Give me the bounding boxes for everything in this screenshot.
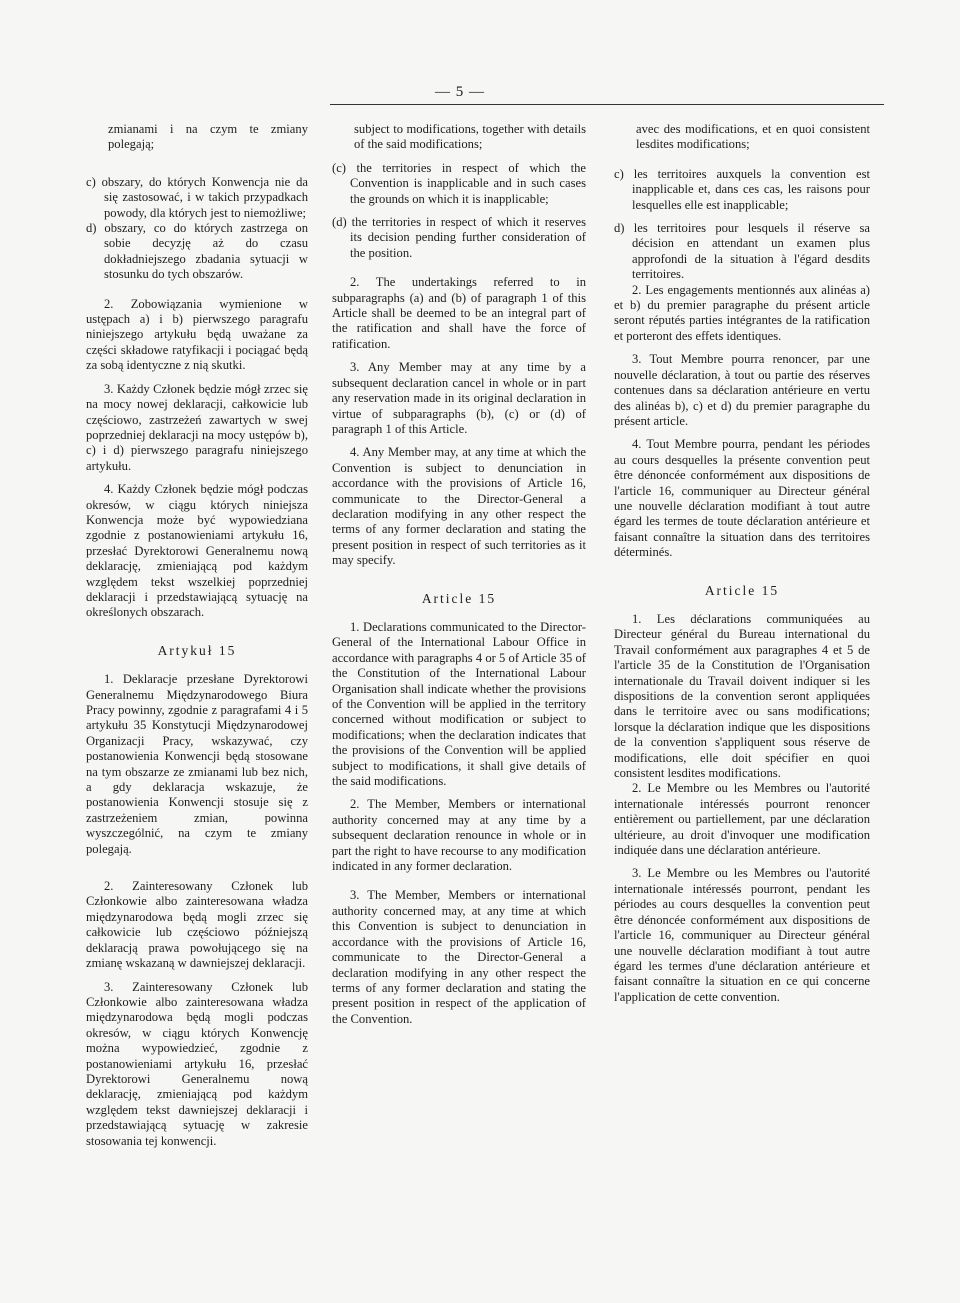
page-number: — 5 — xyxy=(435,84,485,100)
french-article-15-paragraph-2: 2. Le Membre ou les Membres ou l'autorité internationale intéressés pourront renoncer entièrement ou partiellement, par une déclaration ultérieure, au droit d'invoquer une modification indiquée dans une déclaration antérieure. xyxy=(614,781,870,858)
polish-item-c: c) obszary, do których Konwencja nie da się zastosować, i w takich przypadkach powody, dla których jest to niemożliwe; xyxy=(86,174,308,220)
polish-paragraph-3: 3. Każdy Członek będzie mógł zrzec się na mocy nowej deklaracji, całkowicie lub częściowo, zastrzeżeń zawartych w swej poprzedniej deklaracji na mocy ustępów b), c) i d) pierwszego paragrafu niniejszego artykułu. xyxy=(86,381,308,473)
polish-article-heading: Artykuł 15 xyxy=(157,642,237,658)
english-item-d: (d) the territories in respect of which it reserves its decision pending further consideration of the position. xyxy=(332,215,586,260)
english-article-15-paragraph-3: 3. The Member, Members or international authority concerned may, at any time at which this Convention is subject to denunciation in accordance with the provisions of Article 16, communicate to the Director-General a declaration modifying in any other respect the terms of any former declaration and stating the present position in respect of the application of the Convention. xyxy=(332,888,586,1026)
polish-paragraph-2: 2. Zobowiązania wymienione w ustępach a) i b) pierwszego paragrafu niniejszego artykułu będą uważane za części składowe ratyfikacji i pociągać będą za sobą identyczne z nią skutki. xyxy=(86,296,308,373)
english-article-15-paragraph-1: 1. Declarations communicated to the Director-General of the International Labour Office in accordance with paragraphs 4 or 5 of Article 35 of the Constitution of the International Labour Organisation shall indicate whether the provisions of the Convention will be applied in the territory concerned without modification or subject to modifications; when the declaration indicates that the provisions of the Convention will be applied subject to modifications, it shall give details of the said modifications. xyxy=(332,619,586,789)
french-paragraph-2: 2. Les engagements mentionnés aux alinéas a) et b) du premier paragraphe du présent article seront réputés parties intégrantes de la ratification et porteront des effets identiques. xyxy=(614,282,870,343)
french-article-heading: Article 15 xyxy=(704,582,780,598)
polish-article-15-paragraph-2: 2. Zainteresowany Członek lub Członkowie albo zainteresowana władza międzynarodowa będą mogli zrzec się całkowicie lub częściowo późniejszą deklaracją prawa powołującego się na zmianę wskazaną w dawniejszej deklaracji. xyxy=(86,879,308,971)
french-article-15-paragraph-1: 1. Les déclarations communiquées au Directeur général du Bureau international du Travail conformément aux paragraphes 4 et 5 de l'article 35 de la Constitution de l'Organisation internationale du Travail doivent indiquer si les dispositions de la convention seront appliquées dans le territoire avec ou sans modifications; lorsque la déclaration indique que les dispositions de la convention s'appliquent sous réserve de modifications, elle doit spécifier en quoi consistent lesdites modifications. xyxy=(614,611,870,781)
english-article-15-paragraph-2: 2. The Member, Members or international authority concerned may at any time by a subsequent declaration renounce in whole or in part the right to have recourse to any modification indicated in any former declaration. xyxy=(332,797,586,874)
polish-article-15-paragraph-1: 1. Deklaracje przesłane Dyrektorowi Generalnemu Międzynarodowego Biura Pracy powinny, zgodnie z paragrafami 4 i 5 artykułu 35 Konstytucji Międzynarodowej Organizacji Pracy, wskazywać, czy postanowienia Konwencji będą stosowane na tym obszarze ze zmianami lub bez nich, a gdy deklaracja wskazuje, że postanowienia Konwencji stosuje się z zastrzeżeniem zmian, powinna wyszczególnić, na czym te zmiany polegają. xyxy=(86,672,308,856)
french-paragraph-3: 3. Tout Membre pourra renoncer, par une nouvelle déclaration, à tout ou partie des réserves contenues dans sa déclaration antérieure en vertu des alinéas b), c) et d) du premier paragraphe du présent article. xyxy=(614,352,870,428)
header-rule xyxy=(330,104,884,105)
polish-continuation: zmianami i na czym te zmiany polegają; xyxy=(108,122,308,152)
french-paragraph-4: 4. Tout Membre pourra, pendant les périodes au cours desquelles la présente convention peut être dénoncée conformément aux dispositions de l'article 16, communiquer au Directeur général une nouvelle déclaration modifiant à tout autre égard les termes de toute déclaration antérieure et faisant connaître la situation dans des territoires déterminés. xyxy=(614,437,870,560)
french-column xyxy=(614,122,870,1005)
polish-item-d: d) obszary, co do których zastrzega on sobie decyzję aż do czasu dokładniejszego zbadania sytuacji w stosunku do tych obszarów. xyxy=(86,221,308,282)
polish-paragraph-4: 4. Każdy Członek będzie mógł podczas okresów, w ciągu których niniejsza Konwencja może być wypowiedziana zgodnie z postanowieniami artykułu 16, przesłać Dyrektorowi Generalnemu nową deklarację, zmieniającą pod każdym względem tekst wszelkiej poprzedniej deklaracji i przedstawiającą sytuację na określonych obszarach. xyxy=(86,482,308,620)
english-continuation: subject to modifications, together with details of the said modifications; xyxy=(354,122,586,152)
english-column xyxy=(332,122,586,1027)
french-item-c: c) les territoires auxquels la convention est inapplicable et, dans ces cas, les raisons pour lesquelles elle est inapplicable; xyxy=(614,166,870,212)
english-paragraph-4: 4. Any Member may, at any time at which the Convention is subject to denunciation in accordance with the provisions of Article 16, communicate to the Director-General a declaration modifying in any other respect the terms of any former declaration and stating the present position in respect of such territories as it may specify. xyxy=(332,445,586,568)
polish-column xyxy=(86,122,308,1149)
english-paragraph-2: 2. The undertakings referred to in subparagraphs (a) and (b) of paragraph 1 of this Article shall be deemed to be an integral part of the ratification and shall have the force of ratification. xyxy=(332,275,586,351)
french-item-d: d) les territoires pour lesquels il réserve sa décision en attendant un examen plus approfondi de la situation à l'égard desdits territoires. xyxy=(614,221,870,282)
french-article-15-paragraph-3: 3. Le Membre ou les Membres ou l'autorité internationale intéressés pourront, pendant les périodes au cours desquelles la convention peut être dénoncée conformément aux dispositions de l'article 16, communiquer au Directeur général une nouvelle déclaration modifiant à tout autre égard les termes d'une déclaration antérieure et faisant connaître la situation en ce qui concerne l'application de cette convention. xyxy=(614,866,870,1004)
french-continuation: avec des modifications, et en quoi consistent lesdites modifications; xyxy=(636,122,870,152)
polish-article-15-paragraph-3: 3. Zainteresowany Członek lub Członkowie albo zainteresowana władza międzynarodowa będą mogli podczas okresów, w ciągu których Konwencję można wypowiedzieć, zgodnie z postanowieniami artykułu 16, przesłać Dyrektorowi Generalnemu nową deklarację, zmieniającą pod każdym względem tekst dawniejszej deklaracji i przedstawiającą sytuację w zakresie stosowania tej konwencji. xyxy=(86,979,308,1148)
english-article-heading: Article 15 xyxy=(421,590,497,606)
english-paragraph-3: 3. Any Member may at any time by a subsequent declaration cancel in whole or in part any reservation made in its original declaration in virtue of subparagraphs (b), (c) or (d) of paragraph 1 of this Article. xyxy=(332,360,586,436)
english-item-c: (c) the territories in respect of which the Convention is inapplicable and in such cases the grounds on which it is inapplicable; xyxy=(332,160,586,206)
